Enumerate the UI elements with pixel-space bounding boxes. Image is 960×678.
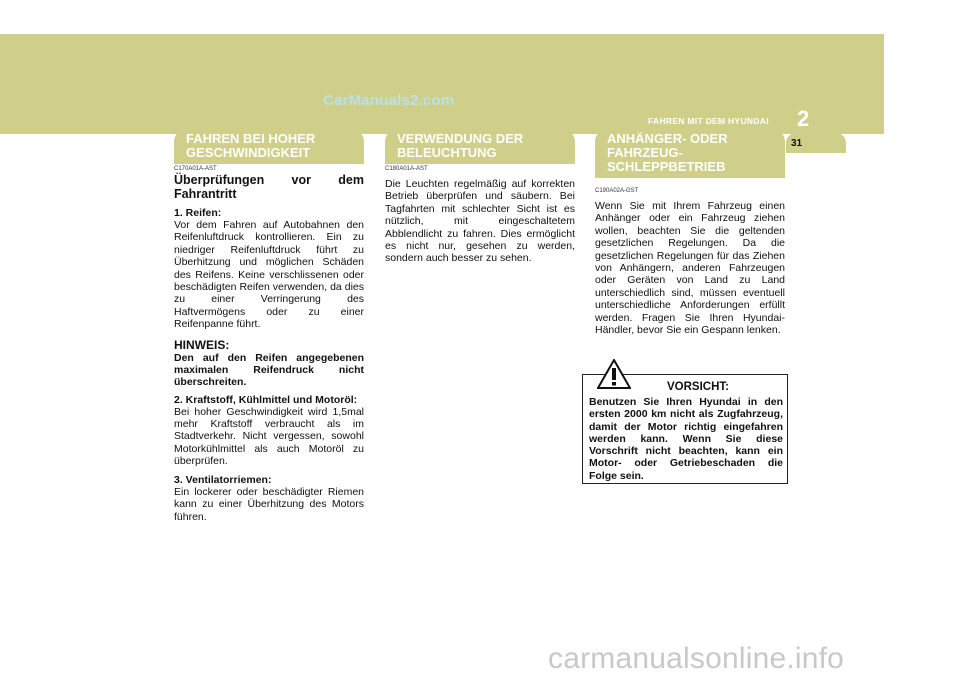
section-text: Wenn Sie mit Ihrem Fahrzeug einen Anhänger oder ein Fahrzeug ziehen wollen, beachten Sie die geltenden gesetzlichen Regelungen. Da die gesetzlichen Regelungen für das Ziehen von Anhängern, anderen Fahrzeugen oder Geräten von Land zu Land unterschiedlich sind, müssen eventuell unterschiedliche Anforderungen erfüllt werden. Fragen Sie Ihren Hyundai-Händler, bevor Sie ein Gespann lenken.: [595, 200, 785, 337]
warning-title: VORSICHT:: [667, 381, 729, 393]
item-text: Bei hoher Geschwindigkeit wird 1,5mal mehr Kraftstoff verbraucht als im Stadtverkehr. Nicht vergessen, sowohl Motorkühlmittel als auch Motoröl zu überprüfen.: [174, 405, 364, 468]
item-title: 1. Reifen:: [174, 207, 222, 219]
section-code: C170A01A-AST: [174, 166, 217, 172]
warning-box: [582, 374, 788, 484]
warning-triangle-icon: [597, 359, 631, 394]
section-subtitle: Überprüfungen vor dem Fahrantritt: [174, 173, 364, 201]
watermark-bottom[interactable]: carmanualsonline.info: [548, 642, 845, 675]
section-header: VERWENDUNG DER BELEUCHTUNG: [385, 128, 575, 164]
section-lighting: [385, 128, 575, 265]
section-high-speed: [174, 128, 364, 523]
chapter-number: 2: [797, 106, 810, 131]
item-text: Vor dem Fahren auf Autobahnen den Reifenluftdruck kontrollieren. Ein zu niedriger Reifenluftdruck führt zu Überhitzung und möglichen Schäden des Reifens. Keine verschlissenen oder beschädigten Reifen verwenden, da dies zu einer Verringerung des Haftvermögens oder zu einer Reifenpanne führt.: [174, 219, 364, 331]
section-header: ANHÄNGER- ODER FAHRZEUG-SCHLEPPBETRIEB: [595, 128, 785, 178]
section-header: FAHREN BEI HOHER GESCHWINDIGKEIT: [174, 128, 364, 164]
watermark-top[interactable]: CarManuals2.com: [323, 92, 455, 109]
section-trailer: [595, 128, 785, 336]
note-text: Den auf den Reifen angegebenen maximalen Reifendruck nicht überschreiten.: [174, 351, 364, 388]
item-title: 3. Ventilatorriemen:: [174, 473, 272, 486]
warning-text: Benutzen Sie Ihren Hyundai in den ersten 2000 km nicht als Zugfahrzeug, damit der Motor richtig eingefahren werden kann. Wenn Sie diese Vorschrift nicht beachten, kann ein Motor- oder Getriebeschaden die Folge sein.: [589, 396, 783, 482]
section-code: C180A01A-AST: [385, 166, 428, 172]
chapter-title: FAHREN MIT DEM HYUNDAI: [648, 116, 769, 126]
note-title: HINWEIS:: [174, 337, 230, 352]
page-number: 31: [791, 138, 803, 149]
item-title: 2. Kraftstoff, Kühlmittel und Motoröl:: [174, 393, 358, 406]
section-text: Die Leuchten regelmäßig auf korrekten Betrieb überprüfen und säubern. Bei Tagfahrten mit schlechter Sicht ist es nützlich, mit eingeschaltetem Abblendlicht zu fahren. Dies ermöglicht es nicht nur, gesehen zu werden, sondern auch besser zu sehen.: [385, 178, 575, 265]
item-text: Ein lockerer oder beschädigter Riemen kann zu einer Überhitzung des Motors führen.: [174, 485, 364, 523]
section-code: C190A02A-GST: [595, 188, 639, 194]
